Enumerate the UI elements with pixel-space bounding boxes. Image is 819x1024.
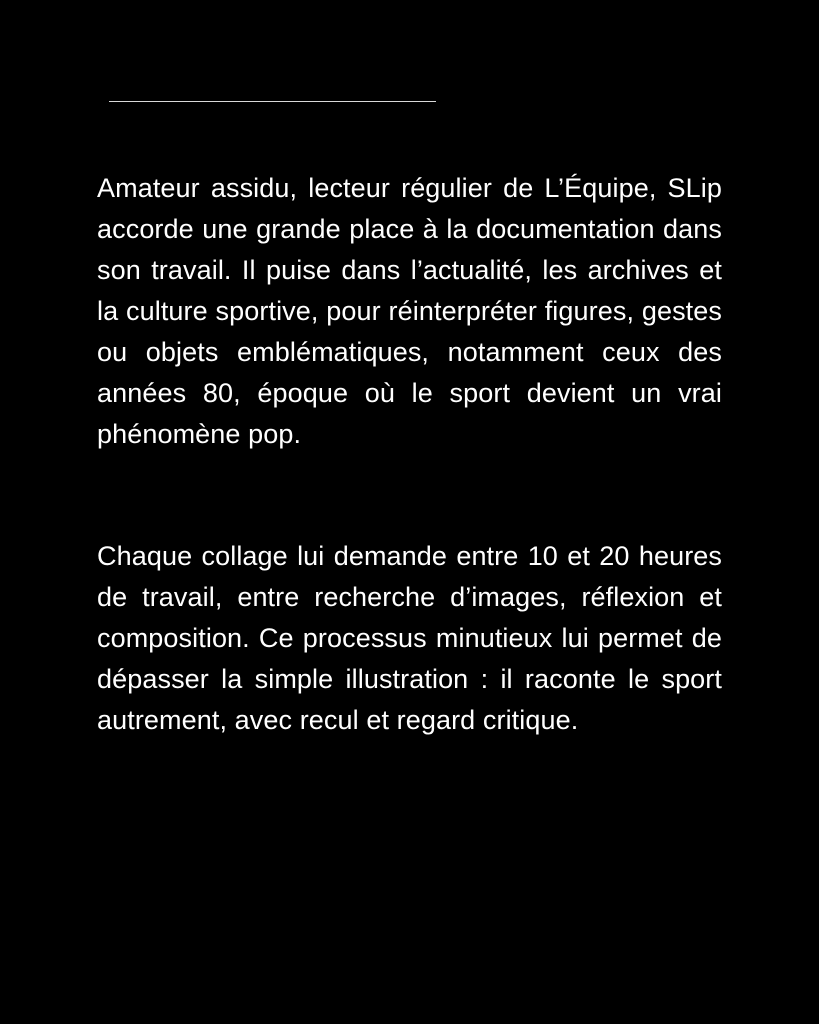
body-paragraph-process: Chaque collage lui demande entre 10 et 20 heures de travail, entre recherche d’images, réflexion et composition. Ce processus minutieux lui permet de dépasser la simple illustration : il raconte le sport autrement, avec recul et regard critique.	[97, 541, 722, 735]
top-divider-line	[109, 101, 436, 102]
body-paragraph-documentation: Amateur assidu, lecteur régulier de L’Équipe, SLip accorde une grande place à la documentation dans son travail. Il puise dans l’actualité, les archives et la culture sportive, pour réinterpréter figures, gestes ou objets emblématiques, notamment ceux des années 80, époque où le sport devient un vrai phénomène pop.	[97, 173, 722, 449]
